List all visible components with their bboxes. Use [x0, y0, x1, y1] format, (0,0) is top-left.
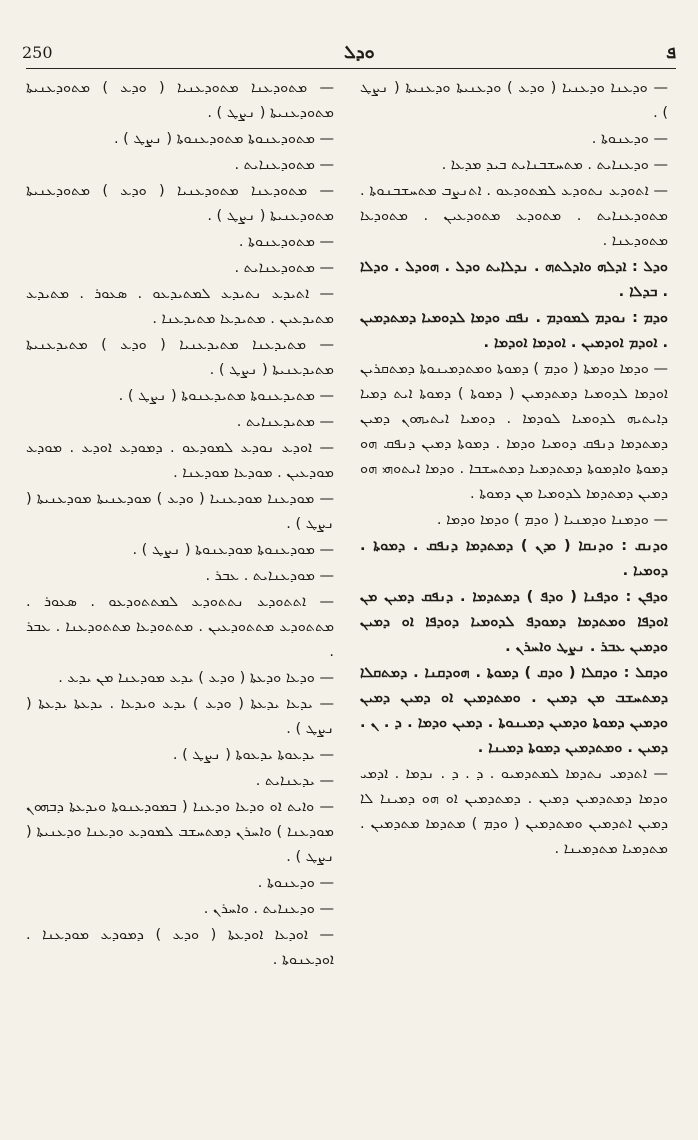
dictionary-headword-entry: ܘܕܠ : ܐܕܠܗ ܘܐܕܠܬܗ . ܢܕܠܐܝܬ ܘܕܠ . ܗܘܕܠ . ܘܕܠܐ . ܒܕܠܐ .: [360, 259, 668, 300]
page-header: [22, 38, 676, 66]
dictionary-subentry: — ܡܘܕܥܢܘܬܐ ܡܘܕܥܢܘܬܐ ( ܢܨܛ ) .: [132, 542, 334, 558]
dictionary-headword-entry: ܘܕܢܩ : ܘܕܢܩܐ ( ܘܕܢ ) ܕܡܬܕܡܐ ܕܢܦܩ . ܕܡܘܬܐ . ܕܘܡܝܐ .: [360, 538, 668, 579]
dictionary-subentry: — ܡܬܘܕܥܢܐܝܬ .: [234, 260, 334, 276]
dictionary-subentry: — ܘܕܥܐ ܘܕܥܬܐ ( ܘܕܥ ) ܝܕܥ ܡܘܕܥܢܐ ܡܢ ܝܕܥ .: [58, 670, 334, 686]
dictionary-subentry: — ܡܬܝܕܥܢܐܝܬ .: [236, 414, 334, 430]
dictionary-subentry: — ܝܕܥܘܬܐ ܝܕܥܘܬܐ ( ܢܨܛ ) .: [172, 747, 334, 763]
dictionary-subentry: — ܡܬܘܕܥܢܘܬܐ ܡܬܘܕܥܢܘܬܐ ( ܢܨܛ ) .: [113, 131, 334, 147]
dictionary-subentry: — ܡܬܝܕܥܢܐ ܡܬܝܕܥܢܝܐ ( ܘܕܥ ) ܡܬܝܕܥܢܝܬܐ ܡܬܝܕܥܢܝܬܐ ( ܢܨܛ ) .: [26, 337, 334, 378]
dictionary-subentry: — ܡܬܘܕܥܢܐ ܡܬܘܕܥܢܝܐ ( ܘܕܥ ) ܡܬܘܕܥܢܝܬܐ ܡܬܘܕܥܢܝܬܐ ( ܢܨܛ ) .: [26, 80, 334, 121]
dictionary-subentry: — ܘܕܡܐ ܘܕܡܬܐ ( ܘܕܡ ) ܕܡܘܬܐ ܘܡܬܕܡܝܢܘܬܐ ܕܡܬܩܪܝܢ ܐܘܕܡܐ ܠܕܘܡܝܐ ܕܡܬܕܡܝܢ ( ܕܡܘܬܐ ) ܕܡܘܬܐ ܐܝܬ ܕܡܝܐ ܕܐܝܬܝܗ ܠܕܘܡܝܐ ܠܘܕܡܐ . ܕܘܡܝܐ ܐܝܬܝܗܘܢ ܕܡܝܢ ܕܡܬܕܡܐ ܕܢܦܩ ܕܘܡܝܐ ܘܕܡܐ . ܕܡܘܬܐ ܕܡܝܢ ܕܢܦܩ ܗܘ ܕܡܘܬܐ ܘܐܕܡܘܬܐ ܕܡܬܕܡܝܐ ܕܡܬܚܫܒܐ . ܘܕܡܐ ܐܝܬܘܗܝ ܗܘ ܕܡܝܢ ܕܡܬܕܡܐ ܠܕܘܡܝܐ ܡܢ ܕܡܘܬܐ .: [360, 361, 668, 502]
page-number: 250: [22, 42, 53, 62]
right-column: [360, 76, 668, 1116]
dictionary-subentry: — ܘܕܥܢܘܬܐ .: [591, 131, 668, 147]
dictionary-subentry: — ܡܬܝܕܥܢܘܬܐ ܡܬܝܕܥܢܘܬܐ ( ܢܨܛ ) .: [118, 388, 334, 404]
dictionary-subentry: — ܡܘܕܥܢܐ ܡܘܕܥܢܝܐ ( ܘܕܥ ) ܡܘܕܥܢܝܬܐ ܡܘܕܥܢܝܬܐ ( ܢܨܛ ) .: [26, 491, 334, 532]
dictionary-headword-entry: ܘܕܩܠ : ܘܕܩܠܐ ( ܘܕܩ ) ܕܡܘܬܐ . ܗܘܕܩܢܐ . ܕܡܬܩܠܐ ܕܡܬܚܫܒ ܡܢ ܕܡܝܢ . ܘܡܬܕܡܝܢ ܐܘ ܕܡܝܢ ܕܡܝܢ ܘܕܡܝܢ ܕܡܘܬܐ ܘܕܡܝܢ ܕܡܝܢܘܬܐ . ܕܡܝܢ ܘܕܡܐ . ܕ . ܢ . ܕܡܝܢ . ܘܡܬܕܡܝܢ ܕܡܘܬܐ ܕܡܝܢܐ .: [360, 665, 668, 756]
dictionary-subentry: — ܝܕܥܐ ܝܕܥܬܐ ( ܘܕܥ ) ܝܕܥ ܘܝܕܥܐ . ܝܕܥܬܐ ܝܕܥܬܐ ( ܢܨܛ ) .: [26, 696, 334, 737]
dictionary-subentry: — ܡܬܘܕܥܢܐܝܬ .: [234, 157, 334, 173]
dictionary-subentry: — ܡܘܕܥܢܐܝܬ . ܥܒܪ .: [205, 568, 334, 584]
left-column: [26, 76, 334, 1116]
dictionary-subentry: — ܘܕܥܢܘܬܐ .: [257, 875, 334, 891]
dictionary-subentry: — ܘܕܥܢܐ ܘܕܥܢܝܐ ( ܘܕܥ ) ܘܕܥܢܝܬܐ ܘܕܥܢܝܬܐ ( ܢܨܛ ) .: [360, 80, 668, 121]
dictionary-subentry: — ܘܐܝܬ ܐܘ ܘܕܥܐ ܘܕܥܢܐ ( ܒܡܘܕܥܢܘܬܐ ܘܝܕܥܬܐ ܕܒܗܘܢ ܡܘܕܥܢܐ ) ܘܐܚܪܢ ܕܡܬܚܫܒ ܠܡܘܕܥ ܘܕܥܢܐ ܘܕܥܢܝܬܐ ( ܢܨܛ ) .: [26, 799, 334, 865]
dictionary-headword-entry: ܘܕܡ : ܢܘܕܡ ܠܡܘܕܡ . ܢܦܩ ܘܕܡܐ ܠܕܘܡܝܐ ܕܡܬܕܡܝܢ . ܐܘܕܡ ܐܘܕܡܝܢ . ܐܘܕܡܐ ܐܘܕܡܐ .: [360, 310, 668, 351]
dictionary-subentry: — ܘܕܡܢܐ ܘܕܡܢܝܐ ( ܘܕܡ ) ܘܕܡܐ ܘܕܡܐ .: [436, 512, 668, 528]
dictionary-subentry: — ܘܕܥܢܐܝܬ . ܡܬܚܫܒܢܐܝܬ ܒܝܕ ܡܕܥܐ .: [441, 157, 668, 173]
dictionary-subentry: — ܐܬܝܕܥ ܢܬܝܕܥ ܠܡܬܝܕܥܘ . ܣܥܘܪ . ܡܬܝܕܥ ܡܬܝܕܥܝܢ . ܡܬܝܕܥܐ ܡܬܝܕܥܢܐ .: [26, 286, 334, 327]
dictionary-subentry: — ܐܘܕܥ ܢܘܕܥ ܠܡܘܕܥܘ . ܕܡܘܕܥ ܐܘܕܥ . ܡܘܕܥ ܡܘܕܥܝܢ . ܡܘܕܥܐ ܡܘܕܥܢܐ .: [26, 440, 334, 481]
dictionary-subentry: — ܐܘܕܥܐ ܐܘܕܥܬܐ ( ܘܕܥ ) ܕܡܘܕܥ ܡܘܕܥܢܐ . ܐܘܕܥܢܘܬܐ .: [26, 927, 334, 968]
dictionary-subentry: — ܐܬܬܘܕܥ ܢܬܬܘܕܥ ܠܡܬܬܘܕܥܘ . ܣܥܘܪ . ܡܬܬܘܕܥ ܡܬܬܘܕܥܝܢ . ܡܬܬܘܕܥܐ ܡܬܬܘܕܥܢܐ . ܥܒܪ .: [26, 594, 334, 660]
dictionary-subentry: — ܐܬܘܕܥ ܢܬܘܕܥ ܠܡܬܘܕܥܘ . ܐܬܢܨܒ ܡܬܚܫܒܢܘܬܐ . ܡܬܘܕܥܢܐܝܬ . ܡܬܘܕܥ ܡܬܘܕܥܝܢ . ܡܬܘܕܥܐ ܡܬܘܕܥܢܐ .: [360, 183, 668, 249]
dictionary-subentry: — ܝܕܥܢܐܝܬ .: [255, 773, 334, 789]
header-rule: [26, 68, 676, 69]
dictionary-subentry: — ܘܕܥܢܐܝܬ . ܘܐܚܪܢ .: [203, 901, 334, 917]
dictionary-subentry: — ܡܬܘܕܥܢܐ ܡܬܘܕܥܢܝܐ ( ܘܕܥ ) ܡܬܘܕܥܢܝܬܐ ܡܬܘܕܥܢܝܬܐ ( ܢܨܛ ) .: [26, 183, 334, 224]
section-letter: ܦ: [666, 41, 676, 63]
running-head: ܘܕܠ: [344, 41, 375, 63]
dictionary-subentry: — ܐܬܕܡܝ ܢܬܕܡܐ ܠܡܬܕܡܝܘ . ܕ . ܕ . ܢܕܡܐ . ܐܕܡܝ ܘܕܡܐ ܕܡܬܕܡܝܢ ܕܡܝܢ . ܕܡܬܕܡܝܢ ܐܘ ܗܘ ܕܡܝܢܐ ܠܐ ܕܡܝܢ ܐܬܕܡܝܢ ܘܡܬܕܡܝܢ ( ܘܕܡ ) ܡܬܕܡܐ ܡܬܕܡܝܢ . ܡܬܕܡܝܐ ܡܬܕܡܝܢܐ .: [360, 766, 668, 857]
dictionary-headword-entry: ܘܕܦܢ : ܘܕܦܢܐ ( ܘܕܦ ) ܕܡܬܕܡܐ . ܕܢܦܩ ܕܡܝܢ ܡܢ ܐܘܕܦܐ ܘܡܬܕܡܐ ܕܡܘܕܦ ܠܕܘܡܝܐ ܕܘܕܦܐ ܐܘ ܕܡܝܢ ܘܕܡܝܢ ܥܒܪ . ܢܨܛ ܘܐܚܪܢ .: [360, 589, 668, 655]
dictionary-subentry: — ܡܬܘܕܥܢܘܬܐ .: [238, 234, 334, 250]
